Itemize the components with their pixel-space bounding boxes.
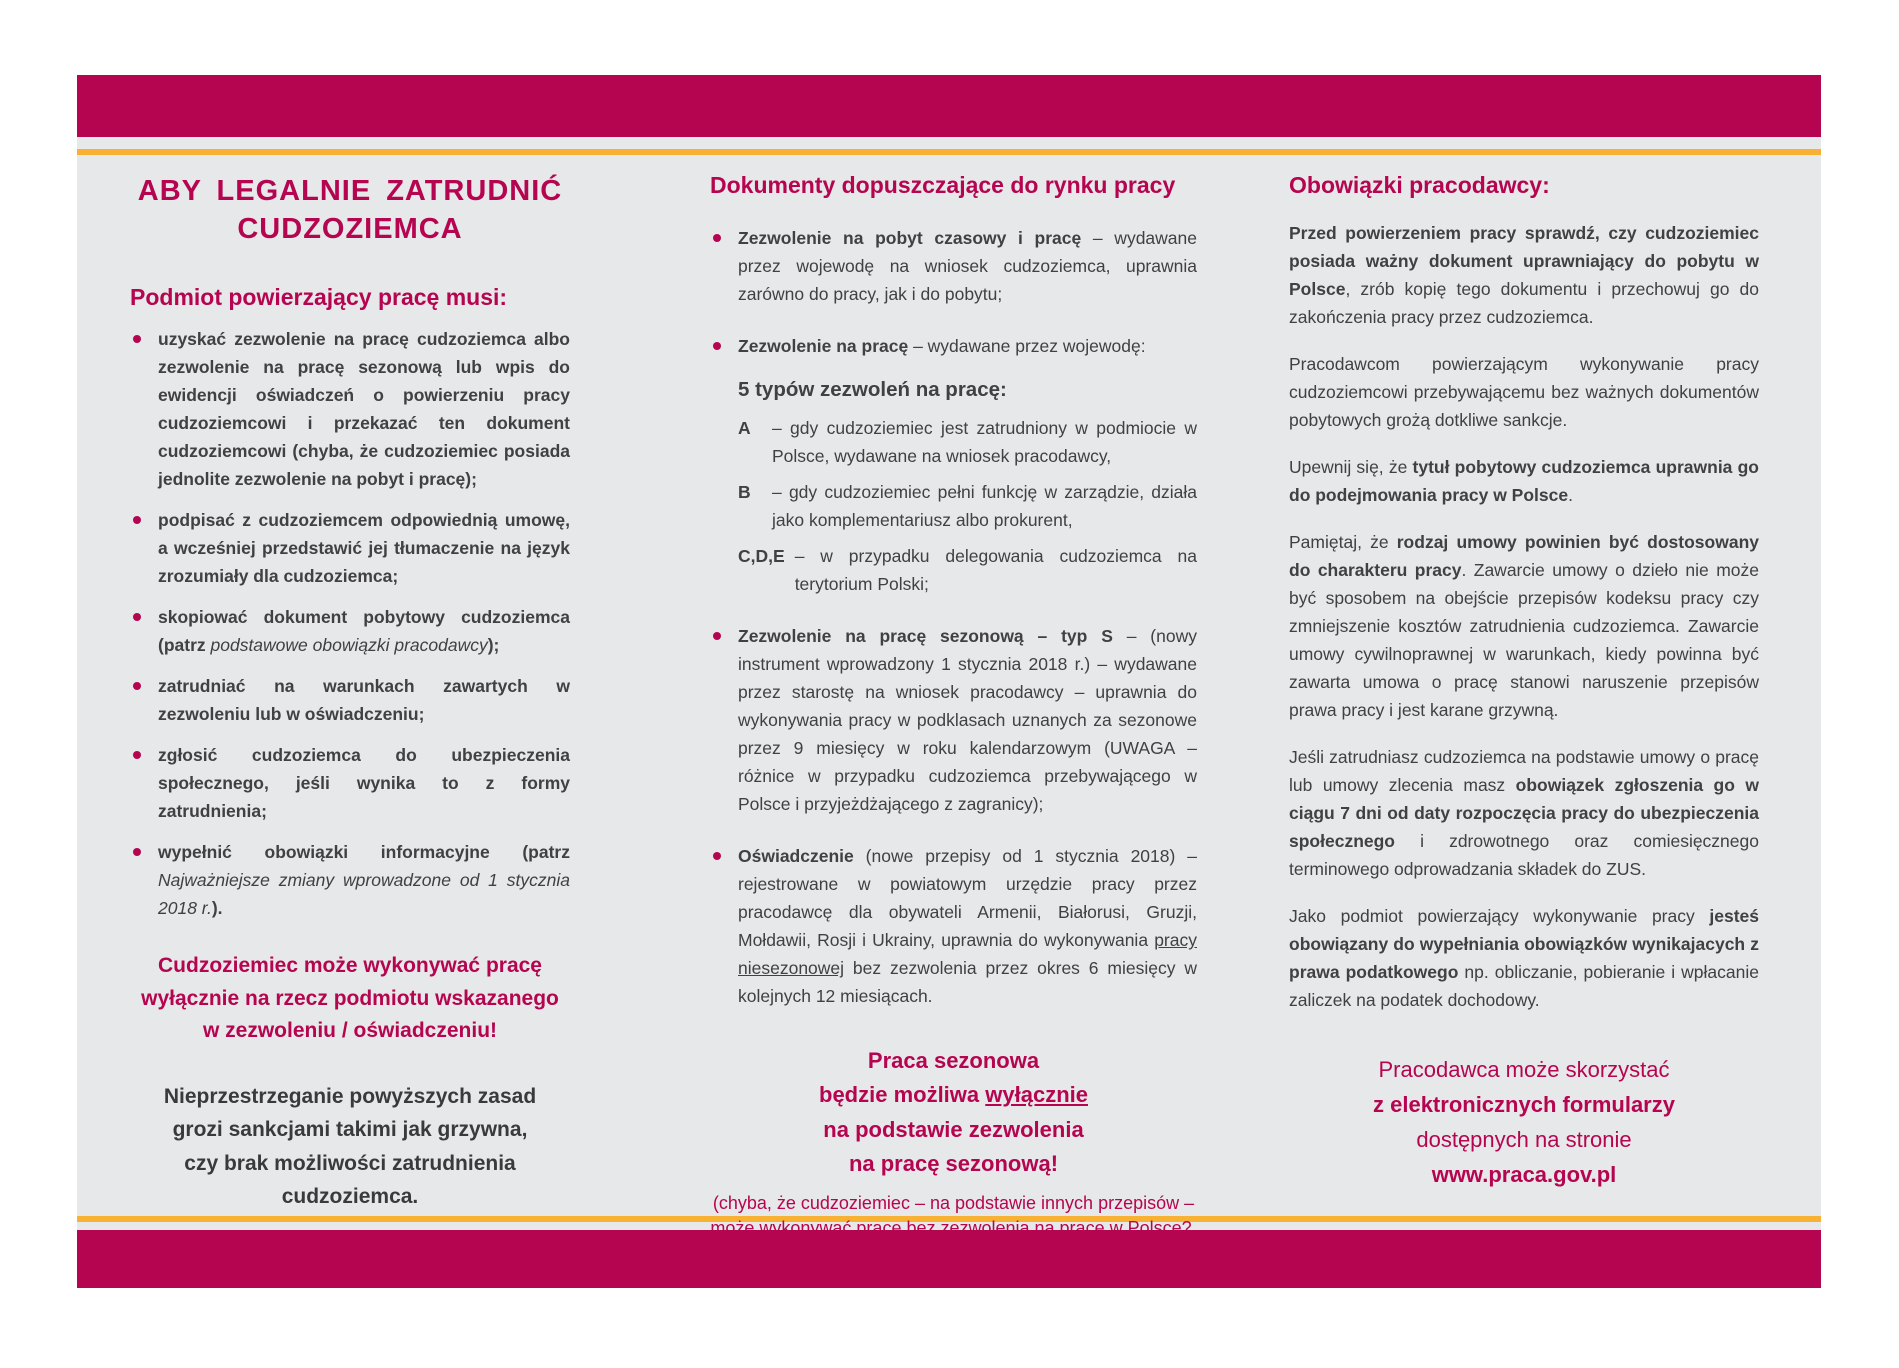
seasonal-work-footnote <box>710 1191 1197 1241</box>
list-item-text: Zezwolenie na pracę – wydawane przez wojewodę: <box>738 335 1146 356</box>
seasonal-work-notice-line: będzie możliwa wyłącznie <box>819 1082 1088 1108</box>
top-gray-strip <box>77 137 1821 149</box>
employer-obligations-paragraph: Przed powierzeniem pracy sprawdź, czy cudzoziemiec posiada ważny dokument uprawniający do pobytu w Polsce, zrób kopię tego dokumentu i przechowuj go do zakończenia pracy przez cudzoziemca. <box>1289 222 1759 327</box>
bullet-dot-icon <box>713 342 721 350</box>
seasonal-work-footnote-line: może wykonywać pracę bez zezwolenia na pracę w Polsce?. <box>710 1217 1197 1238</box>
sanctions-warning <box>130 1080 570 1214</box>
bullet-dot-icon <box>133 682 141 690</box>
seasonal-work-notice <box>710 1044 1197 1180</box>
list-item-text: zgłosić cudzoziemca do ubezpieczenia społecznego, jeśli wynika to z formy zatrudnienia; <box>158 744 570 821</box>
seasonal-work-footnote-line: (chyba, że cudzoziemiec – na podstawie innych przepisów – <box>712 1192 1195 1213</box>
list-item-text: zatrudniać na warunkach zawartych w zezwoleniu lub w oświadczeniu; <box>158 675 570 724</box>
bullet-dot-icon <box>133 335 141 343</box>
permit-types-heading: 5 typów zezwoleń na pracę: <box>738 377 1007 401</box>
eforms-notice-line: Pracodawca może skorzystać <box>1378 1056 1670 1082</box>
bullet-dot-icon <box>133 751 141 759</box>
employer-obligations-paragraph: Pamiętaj, że rodzaj umowy powinien być dostosowany do charakteru pracy. Zawarcie umowy o dzieło nie może być sposobem na obejście przepisów kodeksu pracy czy zmniejszenie kosztów zatrudnienia cudzoziemca. Zawarcie umowy cywilnoprawnej w warunkach, kiedy powinna być zawarta umowa o pracę stanowi naruszenie przepisów prawa pracy i jest karane grzywną. <box>1289 531 1759 720</box>
section-heading-obligations: Obowiązki pracodawcy: <box>1289 172 1550 198</box>
permit-type-text: – w przypadku delegowania cudzoziemca na terytorium Polski; <box>794 546 1197 595</box>
exclusive-work-note-line: wyłącznie na rzecz podmiotu wskazanego <box>141 986 559 1010</box>
permit-type-label: A <box>738 418 751 439</box>
list-item <box>130 741 570 825</box>
employer-must-list <box>130 325 570 922</box>
employer-obligations-paragraph: Upewnij się, że tytuł pobytowy cudzoziemca uprawnia go do podejmowania pracy w Polsce. <box>1289 456 1759 505</box>
bullet-dot-icon <box>133 848 141 856</box>
bullet-dot-icon <box>133 516 141 524</box>
content-panel <box>77 155 1821 1238</box>
section-heading-documents: Dokumenty dopuszczające do rynku pracy <box>710 172 1176 198</box>
employer-obligations-paragraph: Jeśli zatrudniasz cudzoziemca na podstawie umowy o pracę lub umowy zlecenia masz obowiązek zgłoszenia go w ciągu 7 dni od daty rozpoczęcia pracy do ubezpieczenia społecznego i zdrowotnego oraz comiesięcznego terminowego odprowadzania składek do ZUS. <box>1289 746 1760 879</box>
list-item <box>130 603 570 659</box>
bullet-dot-icon <box>713 234 721 242</box>
bullet-dot-icon <box>133 613 141 621</box>
list-item <box>710 332 1197 360</box>
list-item-text: uzyskać zezwolenie na pracę cudzoziemca albo zezwolenie na pracę sezonową lub wpis do ewidencji oświadczeń o powierzeniu pracy cudzoziemcowi i przekazać ten dokument cudzoziemcowi (chyba, że cudzoziemiec posiada jednolite zezwolenie na pobyt i pracę); <box>158 328 570 489</box>
list-item <box>130 838 570 922</box>
list-item <box>710 224 1197 308</box>
permit-type-text: – gdy cudzoziemiec jest zatrudniony w podmiocie w Polsce, wydawane na wniosek pracodawcy, <box>772 418 1197 467</box>
list-item-text: Oświadczenie (nowe przepisy od 1 stycznia 2018) – rejestrowane w powiatowym urzędzie pracy przez pracodawcę dla obywateli Armenii, Białorusi, Gruzji, Mołdawii, Rosji i Ukrainy, uprawnia do wykonywania pracy niesezonowej bez zezwolenia przez okres 6 miesięcy w kolejnych 12 miesiącach. <box>738 846 1197 1007</box>
sanctions-warning-line: Nieprzestrzeganie powyższych zasad <box>163 1084 537 1108</box>
bullet-dot-icon <box>713 852 721 860</box>
eforms-notice-line: z elektronicznych formularzy <box>1373 1091 1675 1117</box>
list-item <box>130 506 570 590</box>
list-item-text: Zezwolenie na pobyt czasowy i pracę – wydawane przez wojewodę na wniosek cudzoziemca, uprawnia zarówno do pracy, jak i do pobytu; <box>738 227 1197 304</box>
page-title-line2: CUDZOZIEMCA <box>237 212 463 245</box>
eforms-notice <box>1289 1052 1759 1193</box>
permit-types-list <box>738 414 1197 598</box>
column-legal-employment <box>130 155 570 1214</box>
exclusive-work-note-line: Cudzoziemiec może wykonywać pracę <box>158 953 542 977</box>
column-work-market-documents <box>710 155 1197 1241</box>
top-crimson-bar <box>77 75 1821 137</box>
permit-type-row <box>738 414 1197 470</box>
list-item-text: skopiować dokument pobytowy cudzoziemca (patrz podstawowe obowiązki pracodawcy); <box>158 606 570 655</box>
employer-obligations-paragraph: Pracodawcom powierzającym wykonywanie pracy cudzoziemcowi przebywającemu bez ważnych dokumentów pobytowych grożą dotkliwe sankcje. <box>1289 353 1759 430</box>
website-url: www.praca.gov.pl <box>1431 1162 1617 1188</box>
bullet-dot-icon <box>713 632 721 640</box>
eforms-notice-line: dostępnych na stronie <box>1416 1126 1632 1152</box>
sanctions-warning-line: cudzoziemca. <box>281 1185 419 1209</box>
documents-list <box>710 224 1197 1011</box>
permit-type-label: C,D,E <box>738 546 785 567</box>
seasonal-work-notice-line: na podstawie zezwolenia <box>823 1116 1084 1142</box>
seasonal-work-notice-line: na pracę sezonową! <box>848 1150 1059 1176</box>
leaflet-sheet <box>77 75 1821 1288</box>
list-item-text: podpisać z cudzoziemcem odpowiednią umowę, a wcześniej przedstawić jej tłumaczenie na język zrozumiały dla cudzoziemca; <box>158 509 570 586</box>
permit-type-text: – gdy cudzoziemiec pełni funkcję w zarządzie, działa jako komplementariusz albo prokurent, <box>772 482 1197 531</box>
list-item-text: Zezwolenie na pracę sezonową – typ S – (nowy instrument wprowadzony 1 stycznia 2018 r.) – wydawane przez starostę na wniosek pracodawcy – uprawnia do wykonywania pracy w podklasach uznanych za sezonowe przez 9 miesięcy w roku kalendarzowym (UWAGA – różnice w przypadku cudzoziemca przebywającego w Polsce i przyjeżdżającego z zagranicy); <box>738 626 1197 815</box>
list-item <box>710 842 1197 1010</box>
list-item <box>130 325 570 493</box>
permit-type-row <box>738 478 1197 534</box>
sanctions-warning-line: grozi sankcjami takimi jak grzywna, <box>172 1118 528 1142</box>
sanctions-warning-line: czy brak możliwości zatrudnienia <box>184 1151 516 1175</box>
section-heading-employer-must: Podmiot powierzający pracę musi: <box>130 284 508 311</box>
exclusive-work-note <box>130 950 570 1048</box>
employer-obligations-paragraph: Jako podmiot powierzający wykonywanie pracy jesteś obowiązany do wypełniania obowiązków wynikajacych z prawa podatkowego np. obliczanie, pobieranie i wpłacanie zaliczek na podatek dochodowy. <box>1289 905 1759 1010</box>
exclusive-work-note-line: w zezwoleniu / oświadczeniu! <box>202 1019 498 1043</box>
permit-type-row <box>738 542 1197 598</box>
list-item-text: wypełnić obowiązki informacyjne (patrz Najważniejsze zmiany wprowadzone od 1 stycznia 2018 r.). <box>158 841 570 918</box>
list-item <box>710 622 1197 818</box>
page-title-line1: ABY LEGALNIE ZATRUDNIĆ <box>137 175 563 207</box>
obligations-paragraphs <box>1289 219 1759 1014</box>
page-title <box>130 173 570 248</box>
permit-type-label: B <box>738 482 751 503</box>
column-employer-obligations <box>1289 155 1759 1192</box>
seasonal-work-notice-line: Praca sezonowa <box>867 1048 1040 1074</box>
list-item <box>130 672 570 728</box>
